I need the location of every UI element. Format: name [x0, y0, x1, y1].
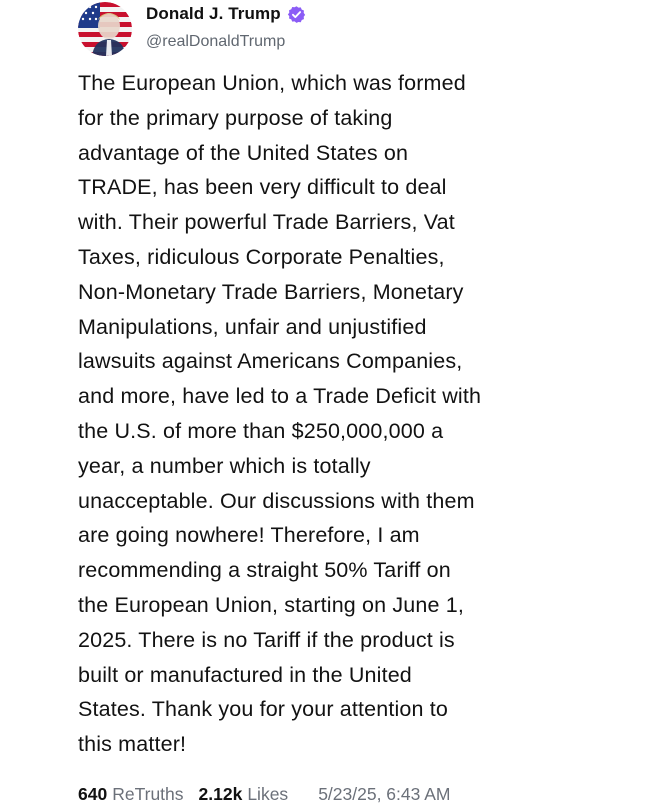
likes-stat[interactable]: [199, 784, 289, 805]
verified-badge-icon: [287, 5, 306, 24]
display-name: Donald J. Trump: [146, 4, 281, 23]
post-timestamp[interactable]: 5/23/25, 6:43 AM: [318, 784, 451, 804]
likes-label: Likes: [247, 784, 289, 804]
retruths-stat[interactable]: [78, 784, 184, 805]
author-handle[interactable]: @realDonaldTrump: [146, 33, 286, 50]
flag-portrait-avatar-icon: [78, 2, 132, 56]
retruths-label: ReTruths: [112, 784, 184, 804]
author-name-row[interactable]: [146, 4, 306, 24]
post-footer: [78, 784, 648, 805]
post-body-text: The European Union, which was formed for the primary purpose of taking advantage of the United States on TRADE, has been very difficult to deal with. Their powerful Trade Barriers, Vat Taxes, ridiculous Corporate Penalties, Non-Monetary Trade Barriers, Monetary Manipulations, unfair and unjustified lawsuits against Americans Companies, and more, have led to a Trade Deficit with the U.S. of more than $250,000,000 a year, a number which is totally unacceptable. Our discussions with them are going nowhere! Therefore, I am recommending a straight 50% Tariff on the European Union, starting on June 1, 2025. There is no Tariff if the product is built or manufactured in the United States. Thank you for your attention to this matter!: [78, 71, 482, 757]
likes-count: 2.12k: [198, 784, 243, 804]
retruths-count: 640: [78, 784, 108, 804]
avatar[interactable]: [78, 2, 132, 56]
